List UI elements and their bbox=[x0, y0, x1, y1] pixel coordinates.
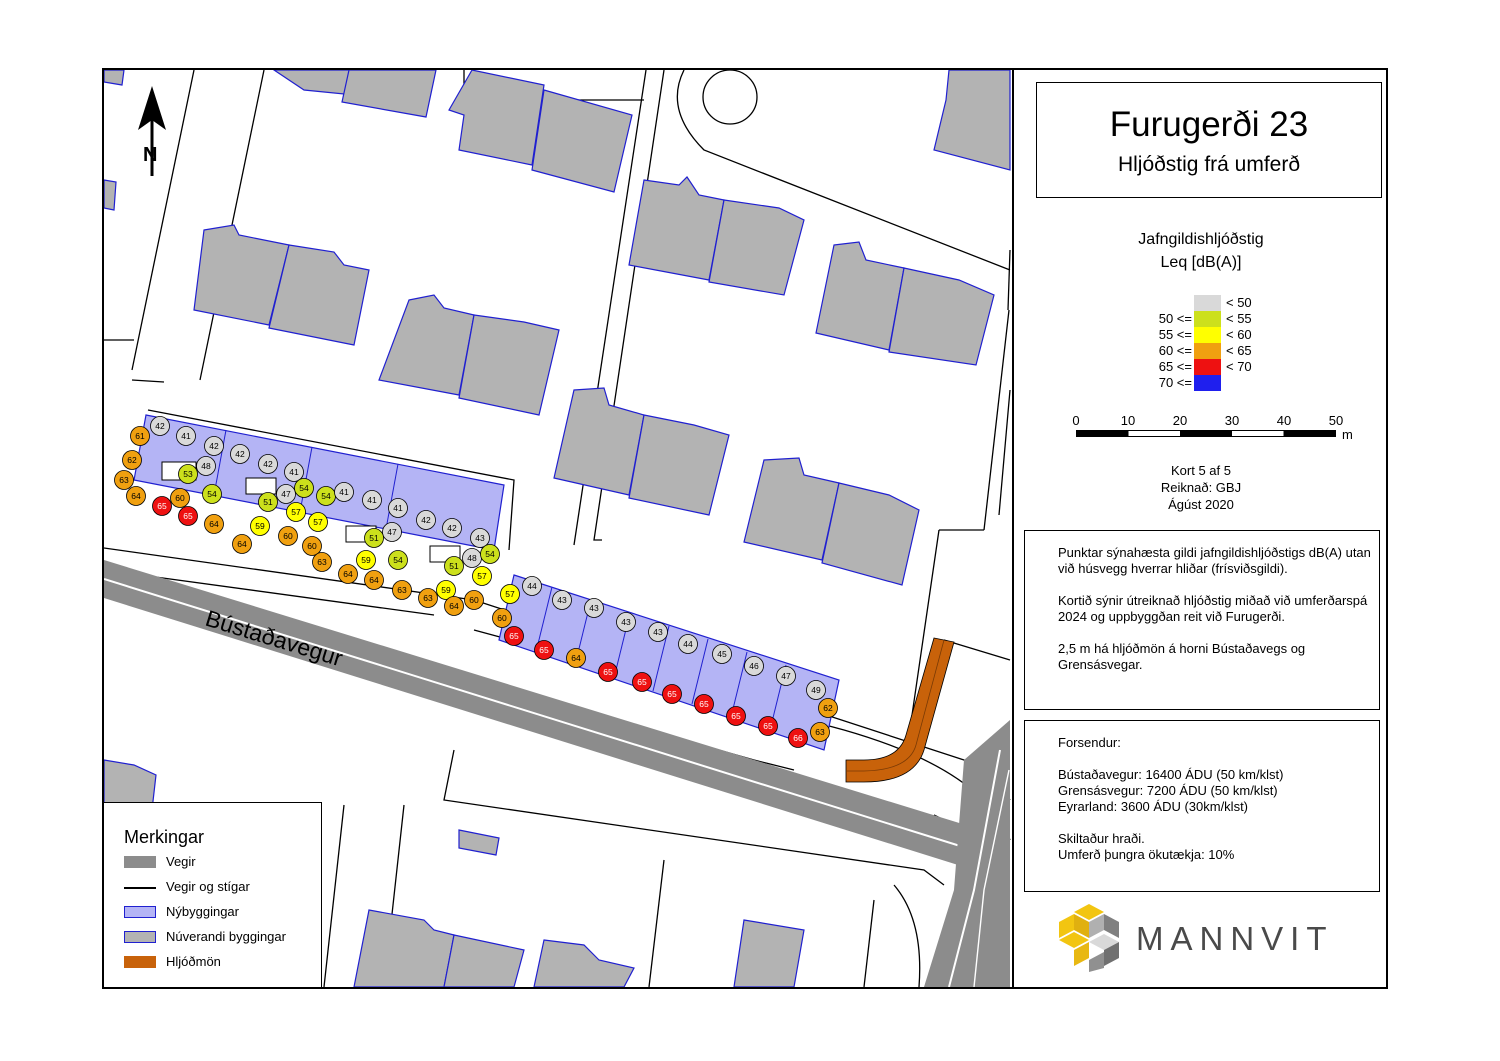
receiver-point bbox=[197, 457, 216, 476]
barrier-swatch bbox=[124, 956, 156, 968]
receiver-point bbox=[279, 527, 298, 546]
receiver-point bbox=[807, 681, 826, 700]
receiver-point bbox=[365, 571, 384, 590]
key-item-label: Núverandi byggingar bbox=[166, 929, 286, 944]
receiver-point bbox=[599, 663, 618, 682]
receiver-point bbox=[443, 519, 462, 538]
receiver-point bbox=[335, 483, 354, 502]
receiver-value: 64 bbox=[343, 569, 353, 579]
legend-class-row bbox=[1014, 343, 1388, 359]
receiver-value: 62 bbox=[127, 455, 137, 465]
legend-class-swatch bbox=[1194, 327, 1221, 343]
receiver-point bbox=[285, 463, 304, 482]
receiver-point bbox=[713, 645, 732, 664]
receiver-point bbox=[363, 491, 382, 510]
receiver-value: 60 bbox=[497, 613, 507, 623]
receiver-point bbox=[695, 695, 714, 714]
legend-class-swatch bbox=[1194, 295, 1221, 311]
receiver-value: 54 bbox=[207, 489, 217, 499]
receiver-point bbox=[259, 455, 278, 474]
receiver-point bbox=[811, 723, 830, 742]
legend-class-row bbox=[1014, 327, 1388, 343]
scale-tick: 40 bbox=[1276, 413, 1292, 428]
receiver-point bbox=[679, 635, 698, 654]
legend-class-lower: 55 <= bbox=[1158, 327, 1192, 342]
receiver-value: 51 bbox=[263, 497, 273, 507]
logo-icon bbox=[1054, 900, 1124, 974]
receiver-value: 43 bbox=[557, 595, 567, 605]
receiver-value: 65 bbox=[539, 645, 549, 655]
legend-class-upper: < 60 bbox=[1226, 327, 1252, 342]
side-panel bbox=[1012, 70, 1386, 987]
receiver-point bbox=[205, 515, 224, 534]
receiver-point bbox=[259, 493, 278, 512]
receiver-value: 45 bbox=[717, 649, 727, 659]
receiver-value: 62 bbox=[823, 703, 833, 713]
map-subtitle: Hljóðstig frá umferð bbox=[1117, 153, 1301, 176]
assumption-grensasvegur: Grensásvegur: 7200 ÁDU (50 km/klst) bbox=[1058, 783, 1278, 798]
receiver-point bbox=[231, 445, 250, 464]
legend-class-upper: < 70 bbox=[1226, 359, 1252, 374]
receiver-point bbox=[465, 591, 484, 610]
receiver-point bbox=[481, 545, 500, 564]
receiver-point bbox=[295, 479, 314, 498]
assumptions-title: Forsendur: bbox=[1058, 735, 1121, 750]
receiver-point bbox=[115, 471, 134, 490]
receiver-point bbox=[501, 585, 520, 604]
receiver-value: 60 bbox=[469, 595, 479, 605]
receiver-value: 54 bbox=[485, 549, 495, 559]
receiver-point bbox=[309, 513, 328, 532]
receiver-point bbox=[233, 535, 252, 554]
north-arrow bbox=[138, 86, 166, 176]
receiver-value: 41 bbox=[181, 431, 191, 441]
receiver-point bbox=[649, 623, 668, 642]
receiver-point bbox=[179, 465, 198, 484]
legend-class-upper: < 50 bbox=[1226, 295, 1252, 310]
existing-building-swatch bbox=[124, 931, 156, 943]
receiver-point bbox=[313, 553, 332, 572]
road-label: Bústaðavegur bbox=[202, 604, 346, 672]
receiver-value: 65 bbox=[667, 689, 677, 699]
receiver-value: 63 bbox=[815, 727, 825, 737]
receiver-value: 63 bbox=[317, 557, 327, 567]
receiver-value: 59 bbox=[441, 585, 451, 595]
receiver-point bbox=[473, 567, 492, 586]
receiver-point bbox=[663, 685, 682, 704]
receiver-point bbox=[131, 427, 150, 446]
receiver-point bbox=[493, 609, 512, 628]
receiver-point bbox=[505, 627, 524, 646]
sheet-number: Kort 5 af 5 bbox=[1171, 463, 1231, 478]
receiver-value: 46 bbox=[749, 661, 759, 671]
receiver-value: 66 bbox=[793, 733, 803, 743]
receiver-value: 41 bbox=[367, 495, 377, 505]
receiver-value: 42 bbox=[263, 459, 273, 469]
receiver-point bbox=[153, 497, 172, 516]
scale-bar-graphic bbox=[1076, 430, 1336, 437]
receiver-point bbox=[389, 551, 408, 570]
receiver-value: 43 bbox=[589, 603, 599, 613]
receiver-value: 54 bbox=[321, 491, 331, 501]
receiver-value: 41 bbox=[289, 467, 299, 477]
legend-class-row bbox=[1014, 311, 1388, 327]
legend-class-lower: 50 <= bbox=[1158, 311, 1192, 326]
receiver-value: 64 bbox=[209, 519, 219, 529]
legend-class-swatch bbox=[1194, 359, 1221, 375]
receiver-value: 64 bbox=[237, 539, 247, 549]
receiver-point bbox=[553, 591, 572, 610]
receiver-point bbox=[777, 667, 796, 686]
receiver-point bbox=[203, 485, 222, 504]
key-item-label: Vegir og stígar bbox=[166, 879, 250, 894]
map-sheet bbox=[102, 68, 1388, 989]
logo-text: MANNVIT bbox=[1136, 920, 1334, 957]
receiver-value: 44 bbox=[683, 639, 693, 649]
receiver-value: 64 bbox=[369, 575, 379, 585]
receiver-point bbox=[383, 523, 402, 542]
receiver-value: 59 bbox=[361, 555, 371, 565]
receiver-point bbox=[633, 673, 652, 692]
receiver-value: 65 bbox=[603, 667, 613, 677]
assumptions-box bbox=[1024, 720, 1380, 892]
receiver-value: 43 bbox=[653, 627, 663, 637]
receiver-point bbox=[471, 529, 490, 548]
path-swatch bbox=[124, 887, 156, 889]
receiver-value: 59 bbox=[255, 521, 265, 531]
receiver-value: 57 bbox=[291, 507, 301, 517]
legend-class-row bbox=[1014, 375, 1388, 391]
title-box bbox=[1036, 82, 1382, 198]
legend-class-lower: 65 <= bbox=[1158, 359, 1192, 374]
note-receivers: Punktar sýnahæsta gildi jafngildishljóðstigs dB(A) utan við húsvegg hverrar hliðar (frísviðsgildi). bbox=[1058, 545, 1371, 576]
receiver-point bbox=[389, 499, 408, 518]
receiver-value: 48 bbox=[467, 553, 477, 563]
receiver-value: 57 bbox=[505, 589, 515, 599]
assumption-eyrarland: Eyrarland: 3600 ÁDU (30km/klst) bbox=[1058, 799, 1249, 814]
noise-barrier bbox=[846, 638, 954, 782]
receiver-value: 63 bbox=[119, 475, 129, 485]
receiver-point bbox=[523, 577, 542, 596]
receiver-value: 65 bbox=[763, 721, 773, 731]
road-swatch bbox=[124, 856, 156, 868]
receiver-point bbox=[123, 451, 142, 470]
receiver-point bbox=[789, 729, 808, 748]
receiver-point bbox=[177, 427, 196, 446]
receiver-value: 47 bbox=[781, 671, 791, 681]
receiver-point bbox=[171, 489, 190, 508]
receiver-point bbox=[445, 557, 464, 576]
receiver-point bbox=[819, 699, 838, 718]
note-forecast: Kortið sýnir útreiknað hljóðstig miðað við umferðarspá 2024 og uppbyggðan reit við Furugerði. bbox=[1058, 593, 1368, 624]
receiver-point bbox=[251, 517, 270, 536]
receiver-value: 57 bbox=[313, 517, 323, 527]
receiver-point bbox=[151, 417, 170, 436]
receiver-value: 64 bbox=[131, 491, 141, 501]
receiver-value: 54 bbox=[393, 555, 403, 565]
receiver-point bbox=[463, 549, 482, 568]
receiver-value: 65 bbox=[731, 711, 741, 721]
receiver-point bbox=[759, 717, 778, 736]
receiver-point bbox=[205, 437, 224, 456]
receiver-value: 42 bbox=[155, 421, 165, 431]
receiver-value: 48 bbox=[201, 461, 211, 471]
receiver-point bbox=[393, 581, 412, 600]
legend-class-upper: < 55 bbox=[1226, 311, 1252, 326]
receiver-point bbox=[317, 487, 336, 506]
receiver-value: 42 bbox=[235, 449, 245, 459]
scale-tick: 50 bbox=[1328, 413, 1344, 428]
receiver-value: 43 bbox=[475, 533, 485, 543]
receiver-value: 53 bbox=[183, 469, 193, 479]
receiver-value: 64 bbox=[449, 601, 459, 611]
receiver-value: 51 bbox=[449, 561, 459, 571]
receiver-point bbox=[303, 537, 322, 556]
receiver-value: 57 bbox=[477, 571, 487, 581]
receiver-point bbox=[585, 599, 604, 618]
legend-title: Jafngildishljóðstig bbox=[1138, 231, 1264, 248]
roundabout bbox=[703, 70, 757, 124]
scale-tick: 10 bbox=[1120, 413, 1136, 428]
receiver-point bbox=[287, 503, 306, 522]
north-label: N bbox=[143, 144, 158, 166]
receiver-value: 64 bbox=[571, 653, 581, 663]
map-title: Furugerði 23 bbox=[1109, 105, 1309, 144]
receiver-value: 42 bbox=[447, 523, 457, 533]
sheet-date: Ágúst 2020 bbox=[1168, 497, 1234, 512]
key-item-label: Hljóðmön bbox=[166, 954, 221, 969]
receiver-point bbox=[567, 649, 586, 668]
legend-class-lower: 70 <= bbox=[1158, 375, 1192, 390]
assumption-heavy-traffic: Umferð þungra ökutækja: 10% bbox=[1058, 847, 1235, 862]
receiver-value: 54 bbox=[299, 483, 309, 493]
receiver-point bbox=[419, 589, 438, 608]
receiver-value: 60 bbox=[175, 493, 185, 503]
receiver-point bbox=[445, 597, 464, 616]
receiver-value: 42 bbox=[421, 515, 431, 525]
receiver-point bbox=[745, 657, 764, 676]
receiver-value: 49 bbox=[811, 685, 821, 695]
legend-class-row bbox=[1014, 359, 1388, 375]
receiver-point bbox=[535, 641, 554, 660]
receiver-value: 63 bbox=[397, 585, 407, 595]
receiver-value: 41 bbox=[339, 487, 349, 497]
legend-unit: Leq [dB(A)] bbox=[1160, 254, 1242, 271]
legend-class-upper: < 65 bbox=[1226, 343, 1252, 358]
note-barrier: 2,5 m há hljóðmön á horni Bústaðavegs og Grensásvegar. bbox=[1058, 641, 1306, 672]
receiver-value: 47 bbox=[387, 527, 397, 537]
receiver-point bbox=[179, 507, 198, 526]
receiver-value: 47 bbox=[281, 489, 291, 499]
receiver-value: 65 bbox=[183, 511, 193, 521]
mannvit-logo bbox=[1054, 900, 1354, 974]
scale-unit: m bbox=[1342, 427, 1353, 442]
receiver-value: 44 bbox=[527, 581, 537, 591]
receiver-point bbox=[127, 487, 146, 506]
assumption-speed: Skiltaður hraði. bbox=[1058, 831, 1145, 846]
notes-box bbox=[1024, 530, 1380, 710]
key-item-label: Vegir bbox=[166, 854, 196, 869]
map-legend-key bbox=[104, 802, 322, 987]
new-building-swatch bbox=[124, 906, 156, 918]
scale-tick: 30 bbox=[1224, 413, 1240, 428]
legend-class-swatch bbox=[1194, 311, 1221, 327]
receiver-point bbox=[417, 511, 436, 530]
receiver-value: 51 bbox=[369, 533, 379, 543]
key-item-label: Nýbyggingar bbox=[166, 904, 239, 919]
receiver-point bbox=[357, 551, 376, 570]
receiver-value: 65 bbox=[509, 631, 519, 641]
receiver-value: 43 bbox=[621, 617, 631, 627]
receiver-point bbox=[339, 565, 358, 584]
receiver-value: 60 bbox=[307, 541, 317, 551]
receiver-point bbox=[277, 485, 296, 504]
scale-tick: 0 bbox=[1072, 413, 1080, 428]
receiver-value: 60 bbox=[283, 531, 293, 541]
receiver-point bbox=[365, 529, 384, 548]
receiver-value: 65 bbox=[699, 699, 709, 709]
receiver-value: 42 bbox=[209, 441, 219, 451]
receiver-value: 41 bbox=[393, 503, 403, 513]
receiver-point bbox=[617, 613, 636, 632]
receiver-value: 61 bbox=[135, 431, 145, 441]
assumption-bustadavegur: Bústaðavegur: 16400 ÁDU (50 km/klst) bbox=[1058, 767, 1284, 782]
receiver-value: 63 bbox=[423, 593, 433, 603]
legend-class-row bbox=[1014, 295, 1388, 311]
key-title: Merkingar bbox=[124, 827, 205, 847]
scale-tick: 20 bbox=[1172, 413, 1188, 428]
noise-map[interactable] bbox=[104, 70, 1012, 987]
calculated-by: Reiknað: GBJ bbox=[1160, 480, 1242, 495]
receiver-value: 65 bbox=[157, 501, 167, 511]
legend-class-swatch bbox=[1194, 343, 1221, 359]
legend-class-lower: 60 <= bbox=[1158, 343, 1192, 358]
receiver-point bbox=[727, 707, 746, 726]
legend-class-swatch bbox=[1194, 375, 1221, 391]
receiver-value: 65 bbox=[637, 677, 647, 687]
